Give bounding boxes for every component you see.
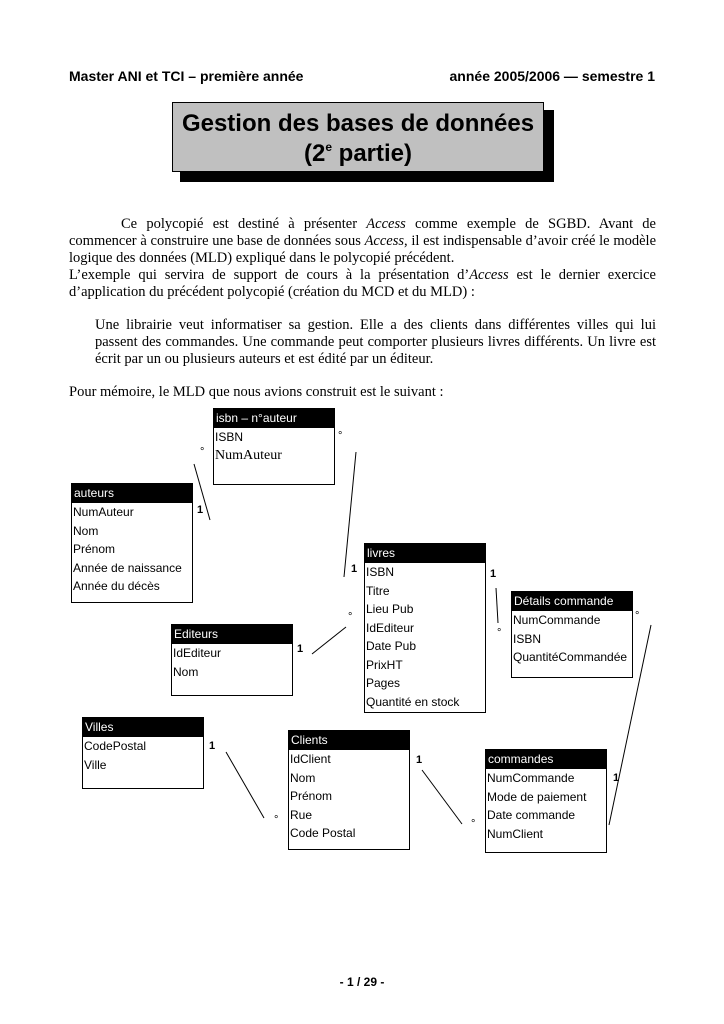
field-numauteur: NumAuteur xyxy=(215,447,282,463)
field-ville: Ville xyxy=(84,757,107,772)
link-isbnauteur-livres xyxy=(344,452,356,577)
field-numclient: NumClient xyxy=(487,826,544,841)
link-villes-clients xyxy=(226,752,264,818)
table-villes-title: Villes xyxy=(83,718,203,737)
field-quantite-stock: Quantité en stock xyxy=(366,694,460,709)
field-idediteur: IdEditeur xyxy=(173,646,222,660)
cardinality-many: ° xyxy=(471,818,476,830)
field-prixht: PrixHT xyxy=(366,657,403,672)
cardinality-one: 1 xyxy=(613,772,620,784)
cardinality-many: ° xyxy=(635,610,640,622)
field-numcommande: NumCommande xyxy=(487,771,575,785)
field-idclient: IdClient xyxy=(290,752,331,766)
memo-text: Pour mémoire, le MLD que nous avions construit est le suivant : xyxy=(69,384,444,400)
field-codepostal: CodePostal xyxy=(84,739,147,753)
title-line-2: (2e partie) xyxy=(303,140,413,167)
link-livres-details xyxy=(496,588,498,623)
cardinality-many: ° xyxy=(348,611,353,623)
title-line-1: Gestion des bases de données xyxy=(181,110,535,137)
field-annee-naissance: Année de naissance xyxy=(73,560,182,575)
field-nom: Nom xyxy=(173,664,199,679)
table-livres xyxy=(364,543,486,713)
table-isbn-auteur xyxy=(213,408,335,485)
table-details-title: Détails commande xyxy=(512,592,632,611)
field-prenom: Prénom xyxy=(73,542,116,556)
cardinality-one: 1 xyxy=(209,740,216,752)
field-numcommande: NumCommande xyxy=(513,613,601,627)
field-lieu-pub: Lieu Pub xyxy=(366,602,414,616)
table-editeurs xyxy=(171,624,293,696)
field-quantite-commandee: QuantitéCommandée xyxy=(513,650,628,664)
table-clients xyxy=(288,730,410,850)
cardinality-one: 1 xyxy=(197,504,204,516)
field-date-pub: Date Pub xyxy=(366,639,417,653)
field-annee-deces: Année du décès xyxy=(73,579,160,593)
field-isbn: ISBN xyxy=(366,565,395,579)
field-date-commande: Date commande xyxy=(487,808,576,822)
table-clients-title: Clients xyxy=(289,731,409,750)
field-nom: Nom xyxy=(73,523,99,538)
cardinality-one: 1 xyxy=(416,754,423,766)
field-rue: Rue xyxy=(290,807,313,822)
field-nom: Nom xyxy=(290,770,316,785)
field-mode-paiement: Mode de paiement xyxy=(487,789,587,804)
intro-paragraph-2: L’exemple qui servira de support de cours à la présentation d’Access est le dernier exercice d’application du précédent polycopié (création du MCD et du MLD) : xyxy=(69,267,656,300)
exercise-statement: Une librairie veut informatiser sa gestion. Elle a des clients dans différentes villes qui lui passent des commandes. Une commande peut comporter plusieurs livres différents. Un livre est écrit par un ou plusieurs auteurs et est édité par un éditeur. xyxy=(95,317,656,367)
field-numauteur: NumAuteur xyxy=(73,505,134,519)
table-auteurs xyxy=(71,483,193,603)
field-prenom: Prénom xyxy=(290,789,333,803)
page-number: - 1 / 29 - xyxy=(339,975,385,989)
field-isbn: ISBN xyxy=(215,430,244,444)
table-details-commande xyxy=(511,591,633,678)
cardinality-many: ° xyxy=(274,814,279,826)
cardinality-many: ° xyxy=(338,430,343,442)
table-livres-title: livres xyxy=(365,544,485,563)
link-editeurs-livres xyxy=(312,627,346,654)
field-pages: Pages xyxy=(366,676,401,690)
field-code-postal: Code Postal xyxy=(290,826,356,840)
table-isbn-auteur-title: isbn – n°auteur xyxy=(214,409,334,428)
field-titre: Titre xyxy=(366,583,390,598)
field-isbn: ISBN xyxy=(513,631,542,646)
cardinality-one: 1 xyxy=(297,643,304,655)
cardinality-many: ° xyxy=(200,446,205,458)
header-course: Master ANI et TCI – première année xyxy=(69,68,304,84)
field-idediteur: IdEditeur xyxy=(366,620,415,635)
header-year: année 2005/2006 — semestre 1 xyxy=(449,68,655,84)
link-clients-commandes xyxy=(422,770,462,824)
table-auteurs-title: auteurs xyxy=(72,484,192,503)
table-commandes xyxy=(485,749,607,853)
table-commandes-title: commandes xyxy=(486,750,606,769)
cardinality-many: ° xyxy=(497,627,502,639)
intro-paragraph-1: Ce polycopié est destiné à présenter Access comme exemple de SGBD. Avant de commencer à construire une base de données sous Access, il est indispensable d’avoir créé le modèle logique des données (MLD) expliqué dans le polycopié précédent. xyxy=(69,216,657,266)
cardinality-one: 1 xyxy=(351,563,358,575)
cardinality-one: 1 xyxy=(490,568,497,580)
table-editeurs-title: Editeurs xyxy=(172,625,292,644)
table-villes xyxy=(82,717,204,789)
